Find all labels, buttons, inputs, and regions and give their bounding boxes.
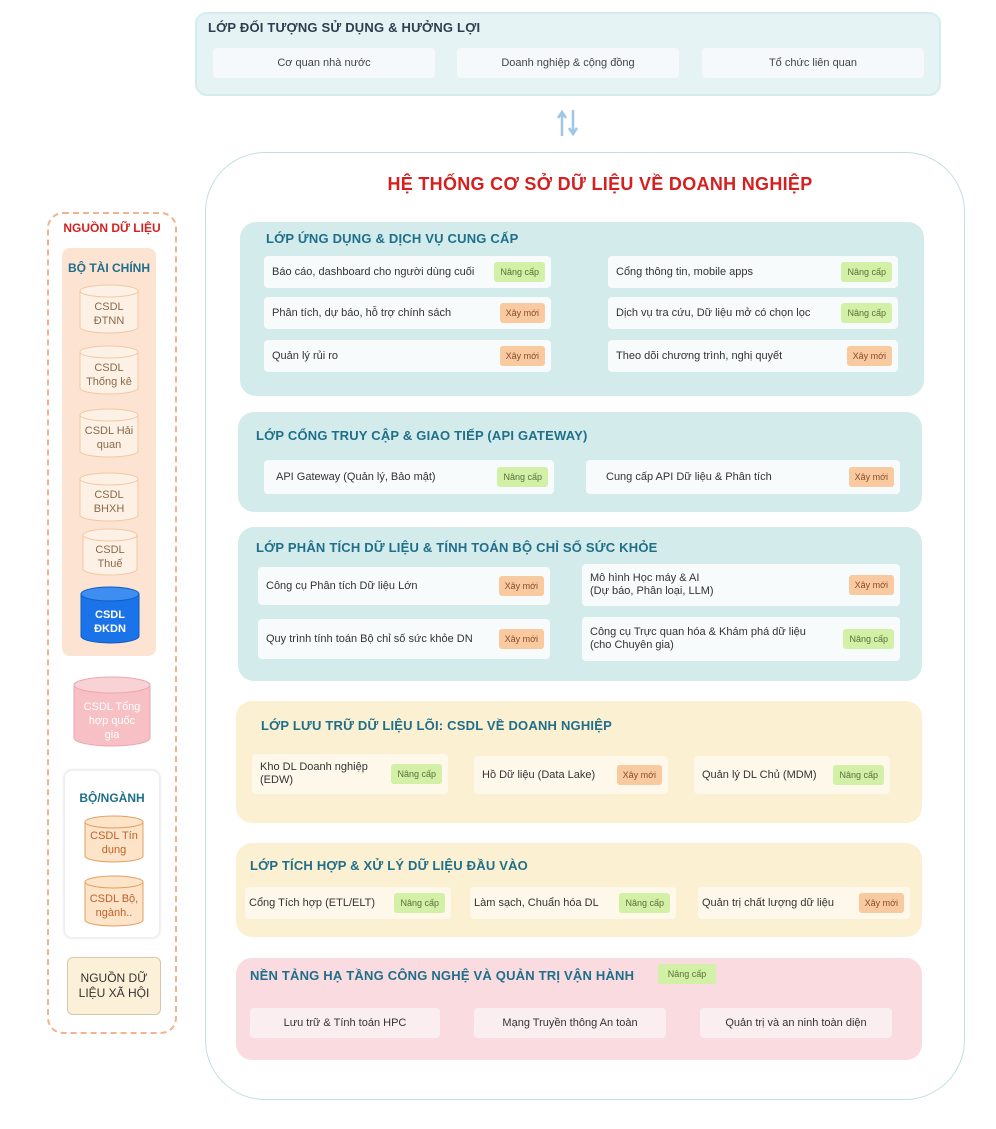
social-data-source [67, 957, 161, 1015]
new-badge: Xây mới [847, 346, 892, 366]
social-data-label: NGUỒN DỮ LIỆU XÃ HỘI [78, 971, 150, 1000]
upgrade-badge: Nâng cấp [841, 262, 892, 282]
analytics-item-bigdata [258, 567, 550, 605]
integration-item-label: Quản trị chất lượng dữ liệu [702, 896, 835, 909]
api-layer-title: LỚP CỔNG TRUY CẬP & GIAO TIẾP (API GATEWAY) [256, 428, 588, 443]
database-icon-business-registration [80, 586, 140, 644]
beneficiary-item-organization: Tổ chức liên quan [702, 48, 924, 78]
integration-item-label: Làm sạch, Chuẩn hóa DL [474, 896, 599, 909]
app-layer-title: LỚP ỨNG DỤNG & DỊCH VỤ CUNG CẤP [266, 231, 519, 246]
upgrade-badge: Nâng cấp [497, 467, 548, 487]
api-item-provider [586, 460, 900, 494]
new-badge: Xây mới [499, 576, 544, 596]
app-item-label: Dịch vụ tra cứu, Dữ liệu mở có chọn lọc [616, 306, 811, 319]
infra-item-network: Mạng Truyền thông An toàn [474, 1008, 666, 1038]
db-label: CSDL Bộ, ngành.. [89, 893, 139, 919]
new-badge: Xây mới [849, 467, 894, 487]
upgrade-badge: Nâng cấp [494, 262, 545, 282]
storage-item-mdm [694, 756, 890, 794]
upgrade-badge: Nâng cấp [391, 764, 442, 784]
database-icon-statistics [79, 345, 139, 395]
app-item-lookup [608, 297, 898, 329]
app-item-monitoring [608, 340, 898, 372]
analytics-layer-title: LỚP PHÂN TÍCH DỮ LIỆU & TÍNH TOÁN BỘ CHỈ SỐ SỨC KHỎE [256, 540, 658, 555]
app-item-risk [264, 340, 551, 372]
api-item-gateway [264, 460, 554, 494]
data-sources-title: NGUỒN DỮ LIỆU [63, 221, 161, 235]
upgrade-badge: Nâng cấp [619, 893, 670, 913]
integration-item-quality [698, 887, 910, 919]
db-label: CSDL Tổng hợp quốc gia [83, 701, 141, 741]
app-item-label: Báo cáo, dashboard cho người dùng cuối [272, 265, 475, 278]
infra-item-security: Quản trị và an ninh toàn diện [700, 1008, 892, 1038]
integration-item-cleansing [470, 887, 676, 919]
database-icon-ministry [84, 875, 144, 927]
upgrade-badge: Nâng cấp [394, 893, 445, 913]
upgrade-badge: Nâng cấp [843, 629, 894, 649]
storage-item-edw [252, 754, 448, 794]
api-item-label: Cung cấp API Dữ liệu & Phân tích [606, 470, 772, 483]
beneficiary-layer-title: LỚP ĐỐI TƯỢNG SỬ DỤNG & HƯỞNG LỢI [208, 20, 481, 35]
database-icon-customs [79, 408, 139, 458]
storage-item-label: Kho DL Doanh nghiệp (EDW) [260, 761, 368, 786]
app-item-label: Quản lý rủi ro [272, 349, 339, 362]
storage-layer-title: LỚP LƯU TRỮ DỮ LIỆU LÕI: CSDL VỀ DOANH NGHIỆP [261, 718, 612, 733]
database-icon-credit [84, 815, 144, 863]
analytics-item-visualization [582, 617, 900, 661]
upgrade-badge: Nâng cấp [841, 303, 892, 323]
database-icon-social-insurance [79, 472, 139, 522]
ministries-title: BỘ/NGÀNH [79, 791, 145, 805]
app-item-policy [264, 297, 551, 329]
integration-item-etl [245, 887, 451, 919]
analytics-item-ml [582, 564, 900, 606]
analytics-item-label: Mô hình Học máy & AI (Dự báo, Phân loại, LLM) [590, 572, 714, 597]
beneficiary-item-state: Cơ quan nhà nước [213, 48, 435, 78]
db-label: CSDL Hải quan [84, 425, 134, 451]
new-badge: Xây mới [859, 893, 904, 913]
analytics-item-label: Công cụ Trực quan hóa & Khám phá dữ liệu (cho Chuyên gia) [590, 626, 806, 651]
upgrade-badge: Nâng cấp [833, 765, 884, 785]
db-label: CSDL ĐTNN [93, 301, 125, 327]
database-icon-tax [82, 528, 138, 576]
database-icon-national [73, 676, 151, 748]
api-item-label: API Gateway (Quản lý, Bảo mật) [276, 470, 436, 483]
upgrade-badge: Nâng cấp [658, 964, 716, 984]
infra-layer-title: NỀN TẢNG HẠ TẦNG CÔNG NGHỆ VÀ QUẢN TRỊ VẬN HÀNH [250, 968, 635, 983]
infra-item-hpc: Lưu trữ & Tính toán HPC [250, 1008, 440, 1038]
storage-item-label: Quản lý DL Chủ (MDM) [702, 768, 817, 781]
app-item-label: Theo dõi chương trình, nghị quyết [616, 349, 783, 362]
app-item-dashboard [264, 256, 551, 288]
app-item-label: Phân tích, dự báo, hỗ trợ chính sách [272, 306, 452, 319]
db-label: CSDL ĐKDN [94, 609, 126, 635]
db-label: CSDL Thống kê [86, 362, 132, 388]
new-badge: Xây mới [849, 575, 894, 595]
db-label: CSDL BHXH [93, 489, 125, 515]
beneficiary-item-business: Doanh nghiệp & cộng đồng [457, 48, 679, 78]
analytics-item-health-index [258, 619, 550, 659]
app-item-label: Cổng thông tin, mobile apps [616, 265, 753, 278]
integration-layer-title: LỚP TÍCH HỢP & XỬ LÝ DỮ LIỆU ĐẦU VÀO [250, 858, 528, 873]
analytics-item-label: Quy trình tính toán Bộ chỉ số sức khỏe DN [266, 632, 473, 645]
database-icon-dtnn [79, 284, 139, 334]
system-title: HỆ THỐNG CƠ SỞ DỮ LIỆU VỀ DOANH NGHIỆP [387, 174, 813, 194]
new-badge: Xây mới [499, 629, 544, 649]
db-label: CSDL Tín dụng [90, 830, 138, 856]
db-label: CSDL Thuế [95, 544, 125, 570]
new-badge: Xây mới [617, 765, 662, 785]
app-item-portal [608, 256, 898, 288]
storage-item-datalake [474, 756, 668, 794]
new-badge: Xây mới [500, 346, 545, 366]
new-badge: Xây mới [500, 303, 545, 323]
analytics-item-label: Công cụ Phân tích Dữ liệu Lớn [266, 579, 418, 592]
integration-item-label: Cổng Tích hợp (ETL/ELT) [249, 896, 376, 909]
storage-item-label: Hồ Dữ liệu (Data Lake) [482, 768, 596, 781]
ministry-finance-title: BỘ TÀI CHÍNH [68, 261, 150, 275]
bidirectional-arrow-icon [553, 108, 583, 138]
